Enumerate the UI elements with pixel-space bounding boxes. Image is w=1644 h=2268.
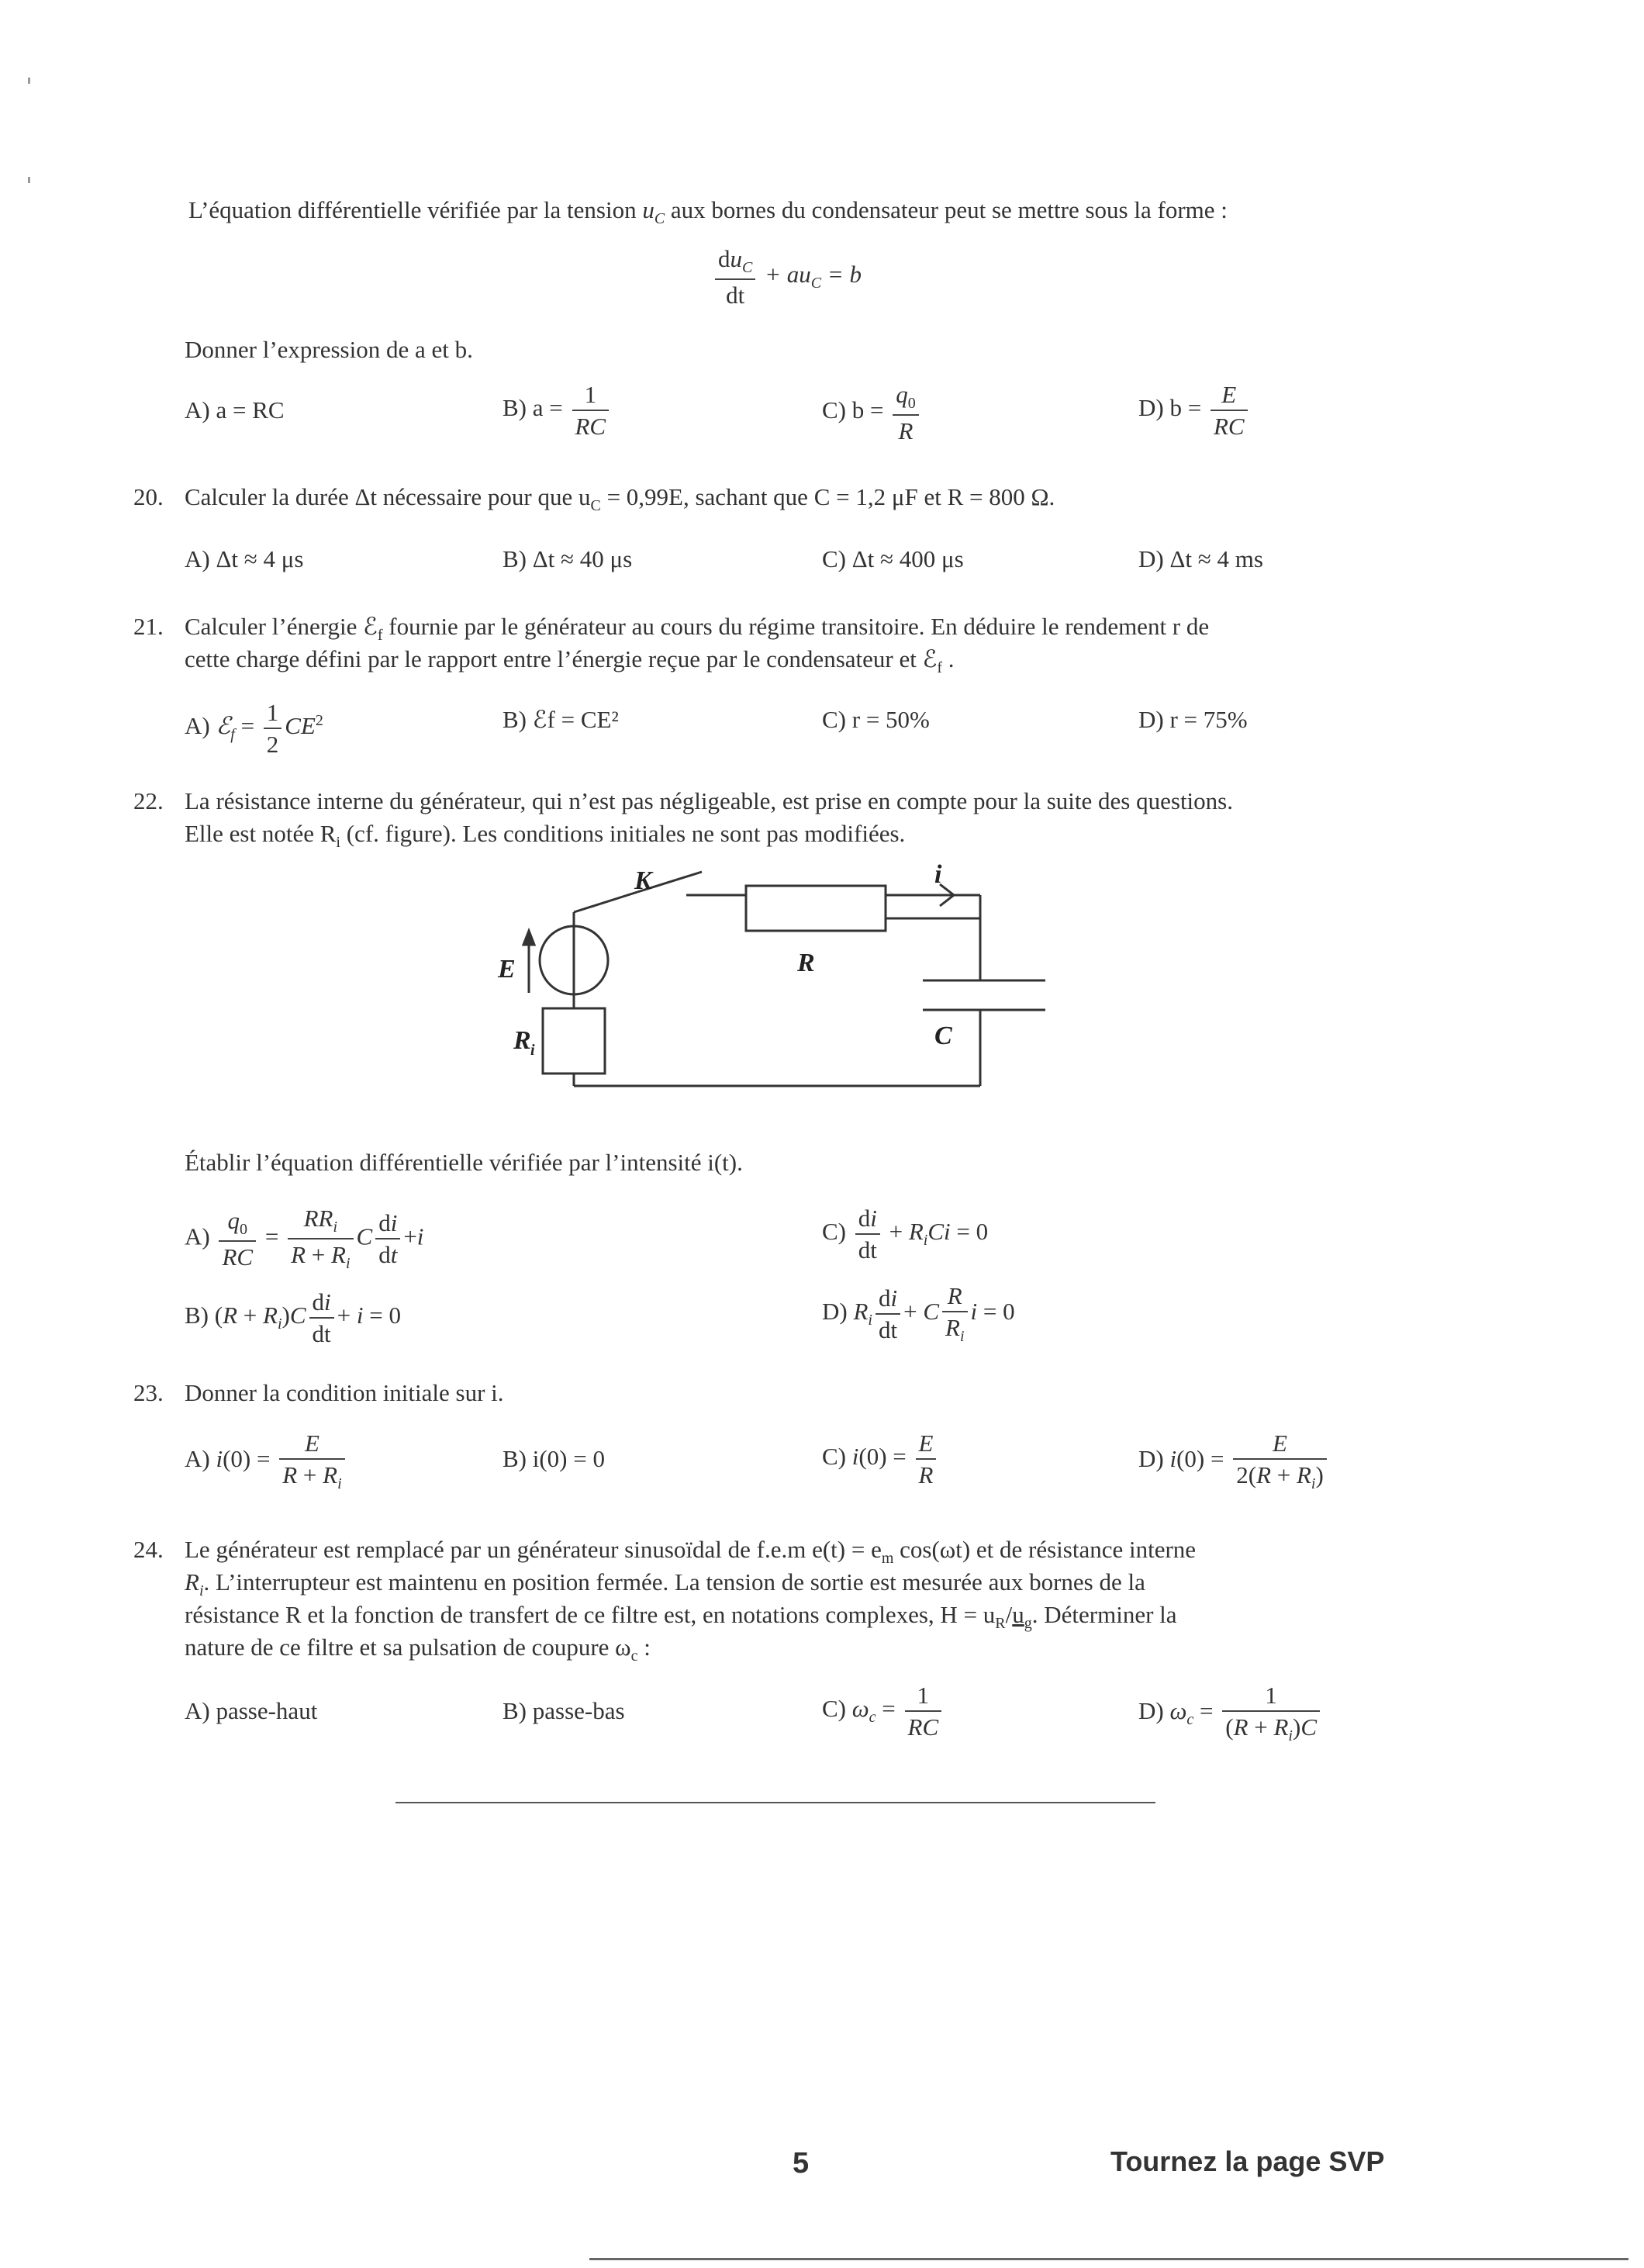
q20-number: 20. — [133, 483, 164, 510]
label-ri-sub: i — [530, 1042, 535, 1059]
intro-equation: $\frac{du_C}{dt}$ + $au_C = b$ — [712, 247, 862, 307]
q20-answer-c[interactable]: C) Δt ≈ 400 μs — [822, 545, 964, 572]
q22-answer-d[interactable]: D) $R_i$ $\frac{di}{dt}$ + C $\frac{R}{R_i}$ i = 0 — [822, 1282, 1015, 1346]
q23-answer-d[interactable]: D) i(0) = $\frac{E}{2(R + R_i)}$ — [1138, 1431, 1330, 1492]
q20-answer-d[interactable]: D) Δt ≈ 4 ms — [1138, 545, 1263, 572]
q22-answer-c[interactable]: C) $\frac{di}{dt}$ + $R_iCi = 0$ — [822, 1205, 989, 1264]
q21-answer-a[interactable]: A) ℰ$_f$ = $\frac{1}{2}$ $CE^2$ — [185, 699, 323, 758]
q21-line1: Calculer l’énergie ℰ$_f$ fournie par le générateur au cours du régime transitoire. En déduire le rendement r de — [185, 613, 1210, 645]
q22-ask: Établir l’équation différentielle vérifiée par l’intensité i(t). — [185, 1149, 743, 1176]
page-number: 5 — [793, 2147, 810, 2180]
q24-answer-d[interactable]: D) $\omega_c$ = $\frac{1}{(R + R_i)C}$ — [1138, 1683, 1323, 1744]
turn-page-note: Tournez la page SVP — [1110, 2145, 1385, 2177]
q21-line2: cette charge défini par le rapport entre l’énergie reçue par le condensateur et ℰ$_f$ . — [185, 645, 955, 677]
label-r: R — [797, 949, 815, 977]
q24-answer-b[interactable]: B) passe-bas — [503, 1697, 625, 1724]
label-k: K — [634, 866, 652, 895]
section-separator — [395, 1802, 1155, 1803]
label-ri: R — [513, 1026, 531, 1055]
q24-line4: nature de ce filtre et sa pulsation de coupure $\omega_c$ : — [185, 1634, 651, 1665]
q19-answer-a[interactable]: A) a = RC — [185, 396, 285, 424]
q19-answer-b[interactable]: B) a = $\frac{1}{RC}$ — [503, 382, 612, 438]
q23-number: 23. — [133, 1379, 164, 1406]
resistor-ri — [543, 1008, 605, 1073]
q22-answer-a[interactable]: A) $\frac{q_0}{RC}$ = $\frac{RR_i}{R + R_i}$ C $\frac{di}{dt}$ +i — [185, 1205, 424, 1273]
circuit-diagram — [465, 861, 1070, 1109]
q21-answer-c[interactable]: C) r = 50% — [822, 706, 930, 733]
q22-number: 22. — [133, 787, 164, 814]
emf-arrow-head — [523, 931, 534, 945]
scan-mark — [28, 78, 30, 84]
q21-number: 21. — [133, 613, 164, 640]
label-i: i — [934, 861, 942, 889]
q22-line1: La résistance interne du générateur, qui n’est pas négligeable, est prise en compte pour la suite des questions. — [185, 787, 1233, 814]
q20-answer-b[interactable]: B) Δt ≈ 40 μs — [503, 545, 633, 572]
q22-line2: Elle est notée $R_i$ (cf. figure). Les conditions initiales ne sont pas modifiées. — [185, 820, 906, 852]
intro-ask: Donner l’expression de a et b. — [185, 336, 473, 363]
q24-line3: résistance R et la fonction de transfert de ce filtre est, en notations complexes, $H = u_R/u_g$. Déterminer la — [185, 1601, 1177, 1633]
q24-line2: $R_i$. L’interrupteur est maintenu en position fermée. La tension de sortie est mesurée aux bornes de la — [185, 1568, 1145, 1600]
q20-answer-a[interactable]: A) Δt ≈ 4 μs — [185, 545, 304, 572]
q22-answer-b[interactable]: B) $(R + R_i)C$ $\frac{di}{dt}$ + i = 0 — [185, 1288, 401, 1347]
scan-mark — [28, 177, 30, 183]
q21-answer-b[interactable]: B) ℰf = CE² — [503, 706, 619, 733]
q24-number: 24. — [133, 1536, 164, 1563]
q23-answer-b[interactable]: B) i(0) = 0 — [503, 1445, 605, 1472]
q19-answer-c[interactable]: C) b = $\frac{q_0}{R}$ — [822, 382, 922, 443]
q23-answer-c[interactable]: C) i(0) = $\frac{E}{R}$ — [822, 1431, 939, 1487]
label-e: E — [498, 955, 516, 984]
q23-question: Donner la condition initiale sur i. — [185, 1379, 504, 1406]
switch-k — [574, 892, 637, 912]
q19-answer-d[interactable]: D) b = $\frac{E}{RC}$ — [1138, 382, 1251, 438]
q23-answer-a[interactable]: A) i(0) = $\frac{E}{R + R_i}$ — [185, 1431, 348, 1492]
q21-answer-d[interactable]: D) r = 75% — [1138, 706, 1248, 733]
q24-answer-c[interactable]: C) $\omega_c$ = $\frac{1}{RC}$ — [822, 1683, 945, 1739]
q24-answer-a[interactable]: A) passe-haut — [185, 1697, 318, 1724]
resistor-r — [746, 886, 886, 931]
bottom-edge-line — [589, 2258, 1628, 2260]
q20-question: Calculer la durée Δt nécessaire pour que $u_C = 0,99E$, sachant que C = 1,2 μF et R = 800 Ω. — [185, 483, 1055, 515]
q24-line1: Le générateur est remplacé par un générateur sinusoïdal de f.e.m $e(t) = e_m$ cos(ωt) et de résistance interne — [185, 1536, 1197, 1568]
intro-text: L’équation différentielle vérifiée par la tension $u_C$ aux bornes du condensateur peut se mettre sous la forme : — [188, 196, 1228, 228]
label-c: C — [934, 1022, 952, 1050]
